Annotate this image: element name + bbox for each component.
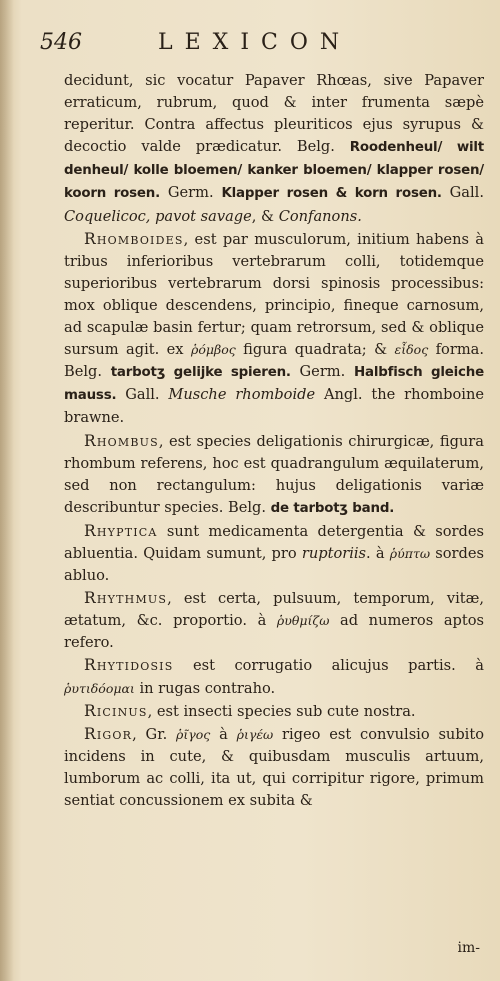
- entry-text: rigeo est convulsio subito incidens in cute, & quibusdam musculis artuum, lumborum ac colli, ita ut, qui corripitur rigore, primum sentiat concussionem ex subita &: [64, 725, 484, 809]
- italic-term: Coquelicoc, pavot savage: [64, 207, 252, 225]
- greek-word: εἶδος: [394, 342, 429, 358]
- dictionary-entry: [64, 520, 484, 587]
- italic-term: ruptoriis: [301, 544, 367, 562]
- entry-text: , est par musculorum, initium habens à tribus inferioribus vertebrarum colli, totidemque superioribus vertebrarum dorsi spinosis processibus: mox oblique descendens, principio, fineque carnosum, ad scapulæ basin fertur; quam retrorsum, sed & oblique sursum agit. ex: [64, 230, 484, 359]
- entry-text: Gall.: [116, 386, 169, 404]
- entry-headword: Rhytidosis: [84, 656, 174, 675]
- entry-text: , est species deligationis chirurgicæ, figura rhombum referens, hoc est quadrangulum æquilaterum, sed non rectangulum: hujus deligationis variæ describuntur species. Belg.: [64, 432, 484, 516]
- entry-text: figura quadrata; &: [235, 341, 395, 359]
- entry-text: , Gr.: [132, 725, 177, 743]
- entry-text: sordes abluo.: [64, 544, 484, 585]
- entry-text: , &: [251, 207, 279, 225]
- dictionary-entry: [64, 723, 484, 812]
- vernacular-term: Roodenheul/ wilt denheul/ kolle bloemen/ kanker bloemen/ klapper rosen/ koorn rosen.: [64, 140, 485, 202]
- entry-headword: Rhythmus: [84, 589, 168, 608]
- entry-text: , est insecti species sub cute nostra.: [147, 702, 416, 720]
- vernacular-term: Klapper rosen & korn rosen.: [221, 186, 442, 202]
- vernacular-term: Halbfisch gleiche mauss.: [64, 365, 484, 404]
- entry-text: forma. Belg.: [64, 341, 484, 381]
- running-title: LEXICON: [158, 30, 352, 55]
- entry-text: . à: [366, 544, 390, 562]
- entry-headword: Rhombus: [84, 431, 159, 450]
- entry-headword: Ricinus: [84, 701, 148, 720]
- dictionary-entry: [64, 700, 484, 723]
- italic-term: Musche rhomboide: [168, 386, 316, 404]
- greek-word: ῥύπτω: [389, 545, 431, 561]
- vernacular-term: tarbotʒ gelijke spieren.: [110, 365, 291, 381]
- entry-headword: Rhomboides: [84, 229, 184, 248]
- entry-text: est corrugatio alicujus partis. à: [173, 657, 484, 675]
- entry-text: Germ.: [160, 184, 222, 202]
- greek-word: ῥῖγος: [176, 726, 211, 742]
- greek-word: ῥυθμίζω: [276, 613, 330, 629]
- greek-word: ῥόμβος: [190, 342, 236, 358]
- dictionary-entry: [64, 228, 484, 430]
- entry-text: , est certa, pulsuum, temporum, vitæ, ætatum, &c. proportio. à: [64, 590, 484, 630]
- italic-term: Confanons.: [278, 207, 362, 225]
- catchword: im-: [457, 940, 480, 956]
- vernacular-term: de tarbotʒ band.: [270, 500, 395, 516]
- dictionary-entry: [64, 654, 484, 699]
- entry-text: in rugas contraho.: [134, 679, 276, 697]
- dictionary-entry: [64, 430, 484, 520]
- entry-text: ad numeros aptos refero.: [64, 612, 484, 652]
- entry-text: sunt medicamenta detergentia & sordes abluentia. Quidam sumunt, pro: [64, 522, 484, 562]
- entry-headword: Rhyptica: [84, 521, 158, 540]
- entry-continuation: [64, 70, 484, 228]
- entry-headword: Rigor: [84, 724, 133, 743]
- entry-text: decidunt, sic vocatur Papaver Rhœas, sive Papaver erraticum, rubrum, quod & inter frumenta sæpè reperitur. Contra affectus pleuriticos ejus syrupus & decoctio valde prædicatur. Belg.: [64, 72, 484, 156]
- dictionary-entry: [64, 587, 484, 654]
- dictionary-entries: [64, 70, 484, 812]
- greek-word: ῥιγέω: [236, 726, 274, 742]
- page-header: [40, 30, 460, 64]
- page-number: 546: [40, 30, 82, 55]
- entry-text: Gall.: [441, 184, 484, 202]
- entry-text: à: [210, 725, 237, 743]
- gutter-shadow: [0, 0, 14, 981]
- greek-word: ῥυτιδόομαι: [64, 680, 135, 696]
- entry-text: Angl. the rhomboine brawne.: [64, 386, 485, 427]
- entry-text: Germ.: [290, 363, 354, 381]
